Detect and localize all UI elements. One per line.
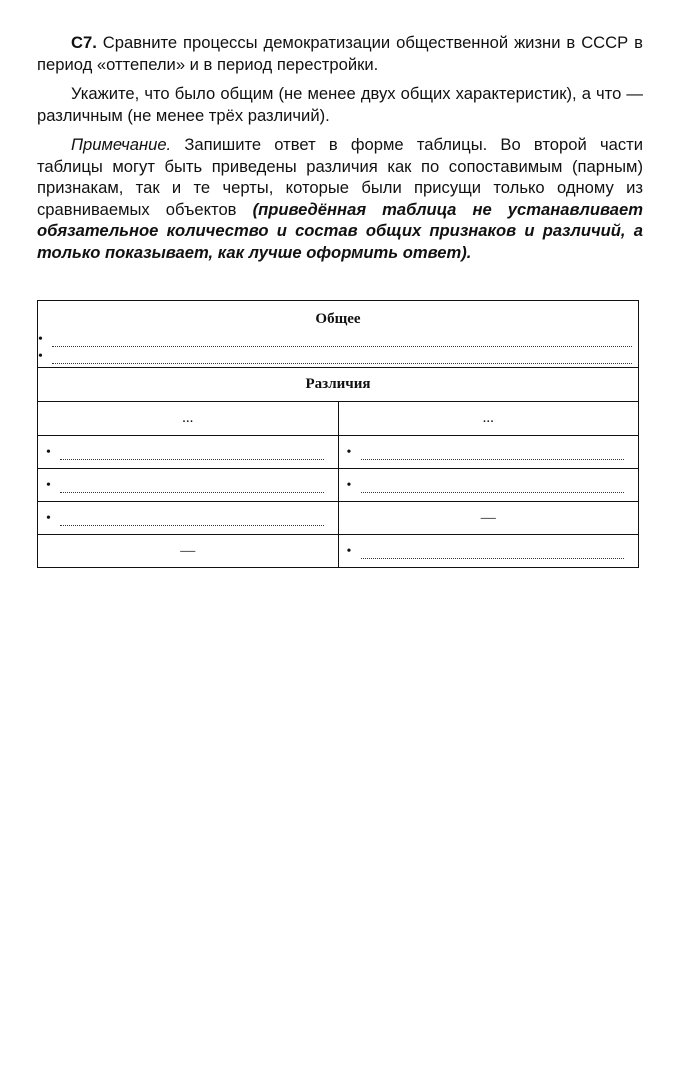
diff-left-1[interactable]	[38, 436, 339, 469]
bullet-icon: •	[46, 445, 51, 460]
diff-left-2[interactable]	[38, 469, 339, 502]
task-label: С7.	[71, 33, 97, 52]
task-instruction: Укажите, что было общим (не менее двух общих характеристик), а что — различным (не менее трёх различий).	[37, 84, 643, 125]
common-title: Общее	[315, 310, 361, 327]
task-question	[37, 32, 643, 75]
col-left-header: ...	[38, 402, 339, 436]
task-note	[37, 134, 643, 263]
dotted-line	[60, 448, 324, 460]
common-section	[38, 301, 639, 368]
dotted-line	[60, 514, 324, 526]
note-text: Запишите ответ в форме таблицы. Во второй части таблицы могут быть приведены различия как по сопоставимым (парным) признакам, так и те черты, которые были присущи только одному из сравниваемых объектов	[37, 135, 643, 219]
diff-left-4-dash: —	[38, 535, 339, 568]
task-text	[37, 32, 643, 271]
bullet-icon: •	[38, 331, 43, 347]
note-label: Примечание.	[71, 135, 172, 154]
bullet-icon: •	[38, 348, 43, 364]
bullet-icon: •	[346, 478, 352, 493]
dotted-line	[60, 481, 324, 493]
diff-left-3[interactable]	[38, 502, 339, 535]
diff-right-4[interactable]	[338, 535, 639, 568]
dotted-line	[361, 481, 625, 493]
common-line-2[interactable]	[38, 347, 638, 364]
diff-right-1[interactable]	[338, 436, 639, 469]
diff-right-2[interactable]	[338, 469, 639, 502]
bullet-icon: •	[46, 511, 51, 526]
bullet-icon: •	[346, 445, 352, 460]
dotted-line	[361, 547, 625, 559]
diff-right-3-dash: —	[338, 502, 639, 535]
common-line-1[interactable]	[38, 330, 638, 347]
answer-table	[37, 300, 639, 568]
question-text: Сравните процессы демократизации общественной жизни в СССР в период «оттепели» и в период перестройки.	[37, 33, 643, 74]
note-italic: (приведённая таблица не устанавливает обязательное количество и состав общих признаков и различий, а только показывает, как лучше оформить ответ).	[37, 199, 643, 262]
col-right-header: ...	[338, 402, 639, 436]
dotted-line	[52, 335, 632, 347]
dotted-line	[52, 352, 632, 364]
bullet-icon: •	[46, 478, 51, 493]
differences-title: Различия	[38, 368, 639, 402]
bullet-icon: •	[346, 544, 352, 559]
dotted-line	[361, 448, 625, 460]
